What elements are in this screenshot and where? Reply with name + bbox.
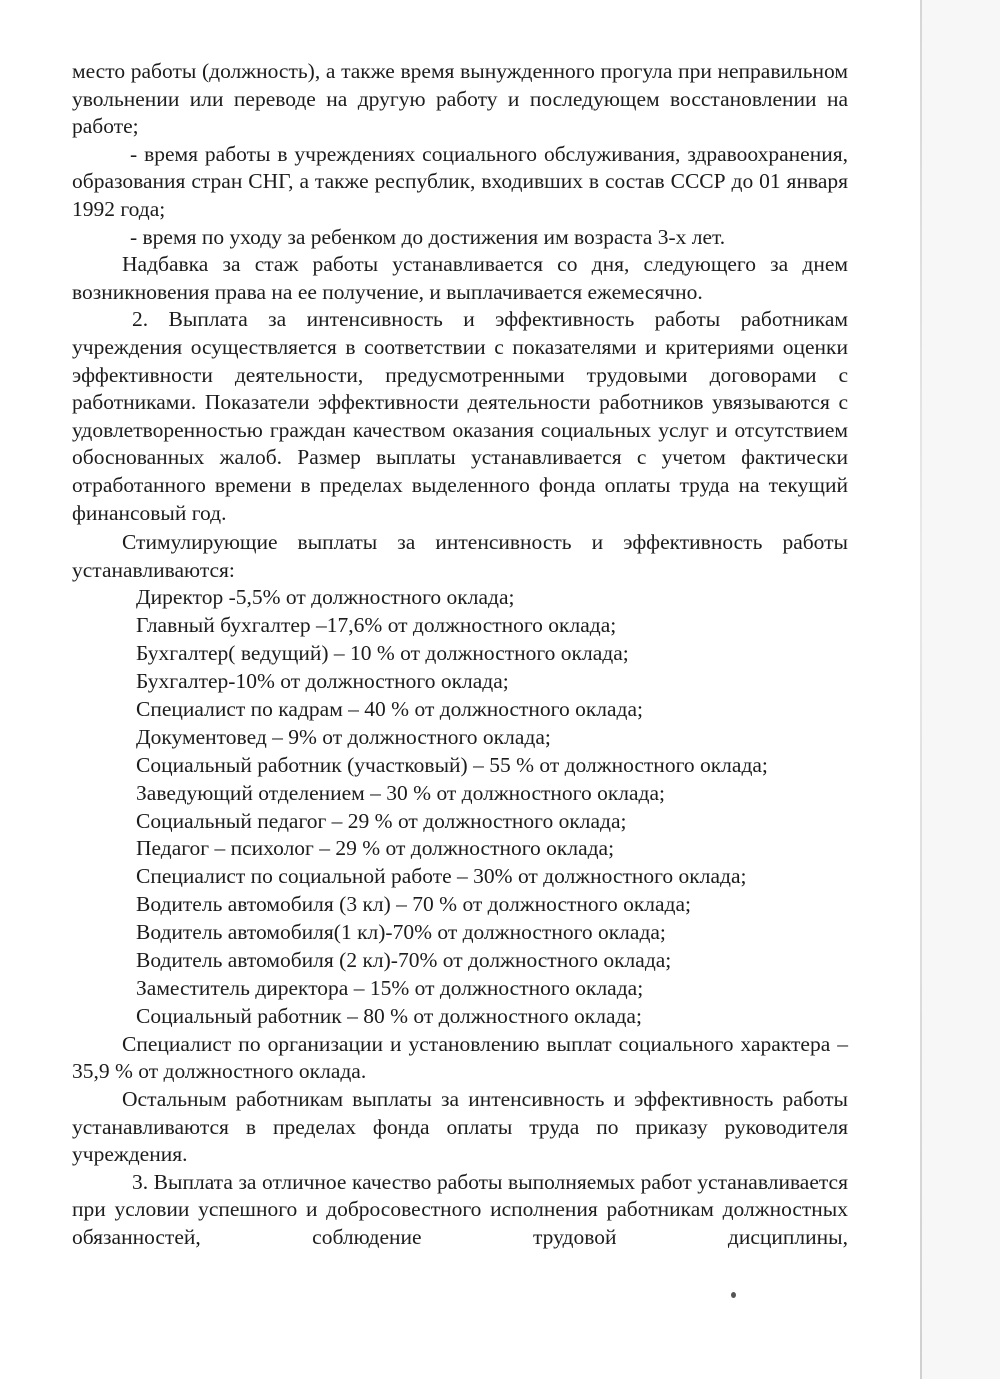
list-item: Специалист по кадрам – 40 % от должностного оклада; <box>136 696 644 721</box>
paragraph-cis-work: - время работы в учреждениях социального обслуживания, здравоохранения, образования стран СНГ, а также республик, входивших в состав СССР до 01 января 1992 года; <box>72 141 848 221</box>
list-item: Социальный работник (участковый) – 55 % от должностного оклада; <box>136 752 768 777</box>
paragraph-other-workers: Остальным работникам выплаты за интенсивность и эффективность работы устанавливаются в пределах фонда оплаты труда по приказу руководителя учреждения. <box>72 1086 848 1167</box>
paragraph-child-care: - время по уходу за ребенком до достижения им возраста 3-х лет. <box>130 224 726 249</box>
list-item: Директор -5,5% от должностного оклада; <box>136 585 515 610</box>
paragraph-seniority-bonus: Надбавка за стаж работы устанавливается со дня, следующего за днем возникновения права на ее получение, и выплачивается ежемесячно. <box>72 252 848 304</box>
paragraph-section-2: 2. Выплата за интенсивность и эффективность работы работникам учреждения осуществляется в соответствии с показателями и критериями оценки эффективности деятельности, предусмотренными трудовыми договорами с работниками. Показатели эффективности деятельности работников увязываются с удовлетворенностью граждан качеством оказания социальных услуг и отсутствием обоснованных жалоб. Размер выплаты устанавливается с учетом фактически отработанного времени в пределах выделенного фонда оплаты труда на текущий финансовый год. <box>72 307 848 525</box>
positions-list <box>72 584 848 1031</box>
paragraph-incentive-intro: Стимулирующие выплаты за интенсивность и эффективность работы устанавливаются: <box>72 530 848 582</box>
list-item: Социальный педагог – 29 % от должностного оклада; <box>136 808 627 833</box>
list-item: Специалист по социальной работе – 30% от должностного оклада; <box>136 864 747 889</box>
list-item: Бухгалтер-10% от должностного оклада; <box>136 669 509 693</box>
list-item: Заместитель директора – 15% от должностного оклада; <box>136 975 644 1000</box>
list-item: Социальный работник – 80 % от должностного оклада; <box>136 1003 642 1028</box>
page-edge <box>920 0 922 1379</box>
list-item: Бухгалтер( ведущий) – 10 % от должностного оклада; <box>136 641 629 666</box>
list-item: Водитель автомобиля(1 кл)-70% от должностного оклада; <box>136 920 666 945</box>
list-item: Педагог – психолог – 29 % от должностного оклада; <box>136 836 615 861</box>
list-item: Документовед – 9% от должностного оклада; <box>136 724 551 749</box>
list-item: Заведующий отделением – 30 % от должностного оклада; <box>136 780 665 805</box>
paragraph-work-place: место работы (должность), а также время вынужденного прогула при неправильном увольнении или переводе на другую работу и последующем восстановлении на работе; <box>72 59 848 139</box>
list-item: Водитель автомобиля (2 кл)-70% от должностного оклада; <box>136 948 672 973</box>
list-item: Водитель автомобиля (3 кл) – 70 % от должностного оклада; <box>136 892 691 917</box>
document-body <box>72 58 848 1252</box>
scan-margin <box>922 0 1000 1379</box>
list-item: Главный бухгалтер –17,6% от должностного оклада; <box>136 613 617 638</box>
paragraph-section-3: 3. Выплата за отличное качество работы выполняемых работ устанавливается при условии успешного и добросовестного исполнения работникам должностных обязанностей, соблюдение трудовой дисциплины, <box>72 1169 848 1249</box>
scan-speck <box>731 1292 736 1298</box>
paragraph-social-payments-specialist: Специалист по организации и установлению выплат социального характера – 35,9 % от должностного оклада. <box>72 1031 848 1084</box>
